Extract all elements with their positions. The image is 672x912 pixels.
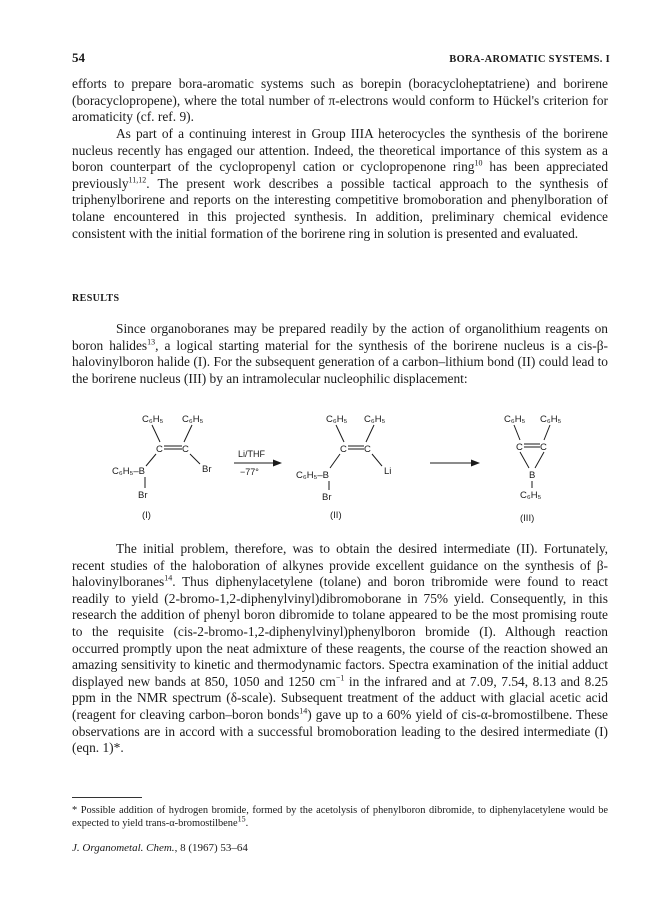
carbon-label: C xyxy=(156,444,163,455)
bond-line xyxy=(544,425,550,440)
phenyl-label: C₆H₅ xyxy=(142,414,164,425)
phenyl-label: C₆H₅ xyxy=(504,414,526,425)
paragraph-text: ) gave up to a 60% yield of cis-α-bromostilbene. These observations are in accord with a successful bromoboration leading to the desired intermediate (I) (eqn. 1)*. xyxy=(72,706,608,756)
carbon-label: C xyxy=(540,442,547,453)
unit-superscript: −1 xyxy=(335,673,345,683)
citation-superscript: 10 xyxy=(474,158,483,168)
boron-label: B xyxy=(529,470,536,481)
citation-superscript: 11,12 xyxy=(128,175,147,185)
bond-line xyxy=(184,425,192,442)
phenyl-boron-label: C₆H₅–B xyxy=(296,470,329,481)
journal-volume: , 8 (1967) 53–64 xyxy=(174,842,248,854)
lithium-label: Li xyxy=(384,466,392,477)
paragraph-text: in the infrared and at 7.09, 7.54, 8.13 and 8.25 ppm in the NMR spectrum (δ-scale). Subsequent treatment of the adduct with glacial acetic acid (reagent for cleaving carbon–boron bonds xyxy=(72,673,608,722)
paragraph-text: The initial problem, therefore, was to obtain the desired intermediate (II). Fortunately, recent studies of the haloboration of alkynes provide excellent guidance on the synthesis of β-halovinylboranes xyxy=(72,541,608,590)
phenyl-label: C₆H₅ xyxy=(364,414,386,425)
bond-line xyxy=(152,425,160,442)
carbon-label: C xyxy=(364,444,371,455)
phenyl-label: C₆H₅ xyxy=(326,414,348,425)
footnote xyxy=(72,804,608,830)
bond-line xyxy=(535,452,544,468)
reaction-arrow-2 xyxy=(430,460,480,467)
bromine-label: Br xyxy=(322,492,332,503)
compound-II xyxy=(296,414,391,521)
bond-line xyxy=(336,425,344,442)
bond-line xyxy=(146,454,156,466)
page-number: 54 xyxy=(72,50,85,65)
paragraph-text: As part of a continuing interest in Group IIIA heterocycles the synthesis of the borirene nucleus recently has engaged our attention. Indeed, the theoretical importance of this system as a boron counterpart of the cyclopropenyl cation or cyclopropenone ring xyxy=(72,126,608,175)
bond-line xyxy=(514,425,520,440)
compound-label-1: (I) xyxy=(142,510,151,521)
paragraph-continuation xyxy=(72,76,608,126)
reaction-scheme xyxy=(100,408,600,526)
citation-superscript: 13 xyxy=(147,337,156,347)
phenyl-label: C₆H₅ xyxy=(182,414,204,425)
paragraph-text: Since organoboranes may be prepared readily by the action of organolithium reagents on boron halides xyxy=(72,321,608,353)
temperature-label: −77° xyxy=(240,467,259,477)
arrow-head xyxy=(471,460,480,467)
paragraph-text: has been appreciated previously xyxy=(72,159,609,191)
journal-name: J. Organometal. Chem. xyxy=(72,842,175,854)
arrow-head xyxy=(273,460,282,467)
paragraph-results-intro xyxy=(72,321,608,387)
citation-superscript: 14 xyxy=(299,706,308,716)
bond-line xyxy=(372,454,382,466)
phenyl-label: C₆H₅ xyxy=(540,414,562,425)
compound-III xyxy=(504,414,562,524)
bond-line xyxy=(190,454,200,464)
footnote-text: . xyxy=(245,818,249,830)
phenyl-boron-label: C₆H₅–B xyxy=(112,466,145,477)
running-title: BORA-AROMATIC SYSTEMS. I xyxy=(449,54,610,65)
reaction-conditions xyxy=(234,449,282,477)
citation-superscript: 15 xyxy=(237,814,246,824)
bond-line xyxy=(330,454,340,468)
section-heading-results: RESULTS xyxy=(72,293,120,304)
journal-citation xyxy=(72,842,248,854)
compound-I xyxy=(112,414,212,521)
footnote-divider xyxy=(72,797,142,798)
carbon-label: C xyxy=(182,444,189,455)
paragraph-interest xyxy=(72,126,608,242)
bond-line xyxy=(520,452,529,468)
paragraph-text: efforts to prepare bora-aromatic systems such as borepin (boracycloheptatriene) and borirene (boracyclopropene), where the total number of π-electrons would conform to Hückel's criterion for aromaticity (cf. ref. 9). xyxy=(72,76,608,125)
reagent-label: Li/THF xyxy=(238,449,265,459)
paragraph-text: . Thus diphenylacetylene (tolane) and boron tribromide were found to react readily to yield (2-bromo-1,2-diphenylvinyl)dibromoborane in 75% yield. Consequently, in this research the addition of phenyl boron dibromide to tolane appeared to be the most promising route to the requisite (cis-2-bromo-1,2-diphenylvinyl)phenylboron bromide (I). Although reaction occurred promptly upon the neat admixture of these reagents, the course of the reaction showed an amazing sensitivity to kinetic and thermodynamic factors. Spectra examination of the initial adduct displayed new bands at 850, 1050 and 1250 cm xyxy=(72,574,608,689)
paragraph-text: . The present work describes a possible tactical approach to the synthesis of triphenylborirene and reports on the interesting competitive bromoboration and phenylboration of tolane encountered in this projected synthesis. In addition, preliminary chemical evidence consistent with the initial formation of the borirene ring in solution is presented and evaluated. xyxy=(72,175,608,241)
compound-label-3: (III) xyxy=(520,513,535,524)
bromine-label: Br xyxy=(202,464,212,475)
footnote-text: * Possible addition of hydrogen bromide, formed by the acetolysis of phenylboron dibromide, to diphenylacetylene would be expected to yield trans-α-bromostilbene xyxy=(72,805,608,830)
bromine-label: Br xyxy=(138,490,148,501)
carbon-label: C xyxy=(340,444,347,455)
carbon-label: C xyxy=(516,442,523,453)
bond-line xyxy=(366,425,374,442)
phenyl-label: C₆H₅ xyxy=(520,490,542,501)
page-header xyxy=(72,50,610,66)
paragraph-text: , a logical starting material for the synthesis of the borirene nucleus is a cis-β-halovinylboron halide (I). For the subsequent generation of a carbon–lithium bond (II) could lead to the borirene nucleus (III) by an intramolecular nucleophilic displacement: xyxy=(72,337,608,386)
citation-superscript: 14 xyxy=(164,573,173,583)
paragraph-haloboration xyxy=(72,541,608,757)
compound-label-2: (II) xyxy=(330,510,342,521)
